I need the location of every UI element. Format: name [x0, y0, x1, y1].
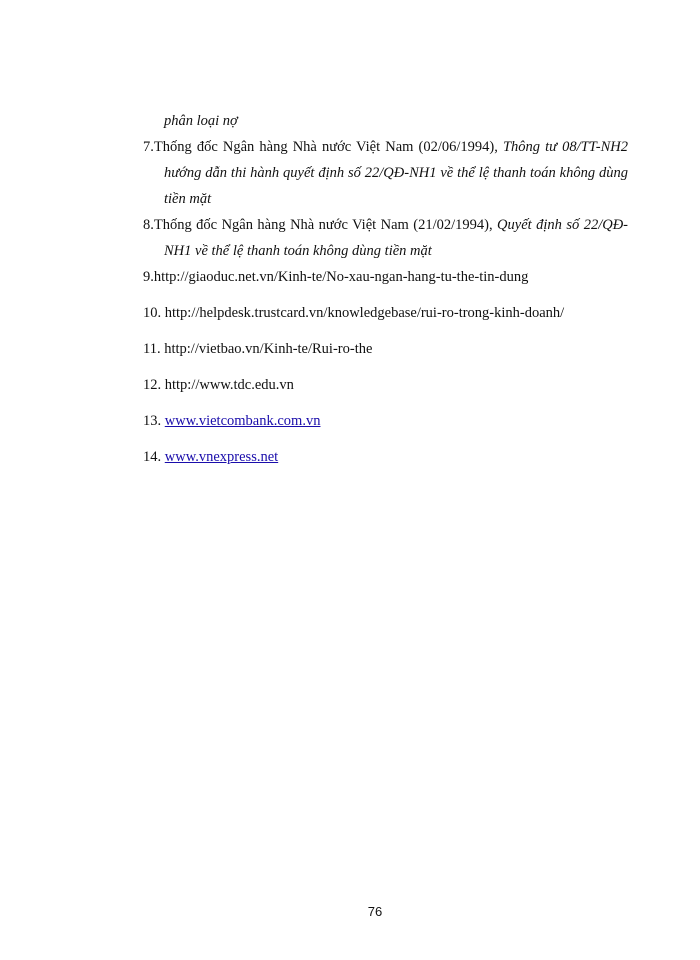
item-number: 8.	[143, 217, 154, 233]
reference-list	[143, 108, 628, 470]
reference-item-10	[143, 300, 628, 326]
reference-continuation	[143, 108, 628, 134]
reference-item-14	[143, 444, 628, 470]
item-number: 9.	[143, 269, 154, 285]
item-number: 10.	[143, 305, 162, 321]
item-author-date: Thống đốc Ngân hàng Nhà nước Việt Nam (02/06/1994),	[153, 139, 503, 155]
item-number: 14.	[143, 449, 162, 465]
item-author-date: Thống đốc Ngân hàng Nhà nước Việt Nam (21/02/1994),	[153, 217, 498, 233]
continuation-text: phân loại nợ	[164, 113, 238, 129]
item-number: 12.	[143, 377, 162, 393]
reference-item-9	[143, 264, 628, 290]
reference-item-8	[143, 212, 628, 264]
item-url: http://helpdesk.trustcard.vn/knowledgebase/rui-ro-trong-kinh-doanh/	[164, 305, 565, 321]
item-url: http://vietbao.vn/Kinh-te/Rui-ro-the	[164, 341, 373, 357]
item-number: 11.	[143, 341, 161, 357]
item-number: 13.	[143, 413, 162, 429]
reference-item-13	[143, 408, 628, 434]
reference-item-12	[143, 372, 628, 398]
item-url: http://www.tdc.edu.vn	[164, 377, 294, 393]
reference-item-11	[143, 336, 628, 362]
item-url: http://giaoduc.net.vn/Kinh-te/No-xau-ngan-hang-tu-the-tin-dung	[153, 269, 529, 285]
item-title: Quyết định số 22/QĐ-NH1 về thể lệ thanh toán không dùng tiền mặt	[164, 217, 628, 259]
reference-item-7	[143, 134, 628, 212]
item-title: Thông tư 08/TT-NH2 hướng dẫn thi hành quyết định số 22/QĐ-NH1 về thể lệ thanh toán không dùng tiền mặt	[164, 139, 628, 207]
page-number: 76	[367, 904, 383, 919]
vnexpress-link[interactable]: www.vnexpress.net	[164, 449, 279, 465]
item-number: 7.	[143, 139, 154, 155]
vietcombank-link[interactable]: www.vietcombank.com.vn	[164, 413, 321, 429]
